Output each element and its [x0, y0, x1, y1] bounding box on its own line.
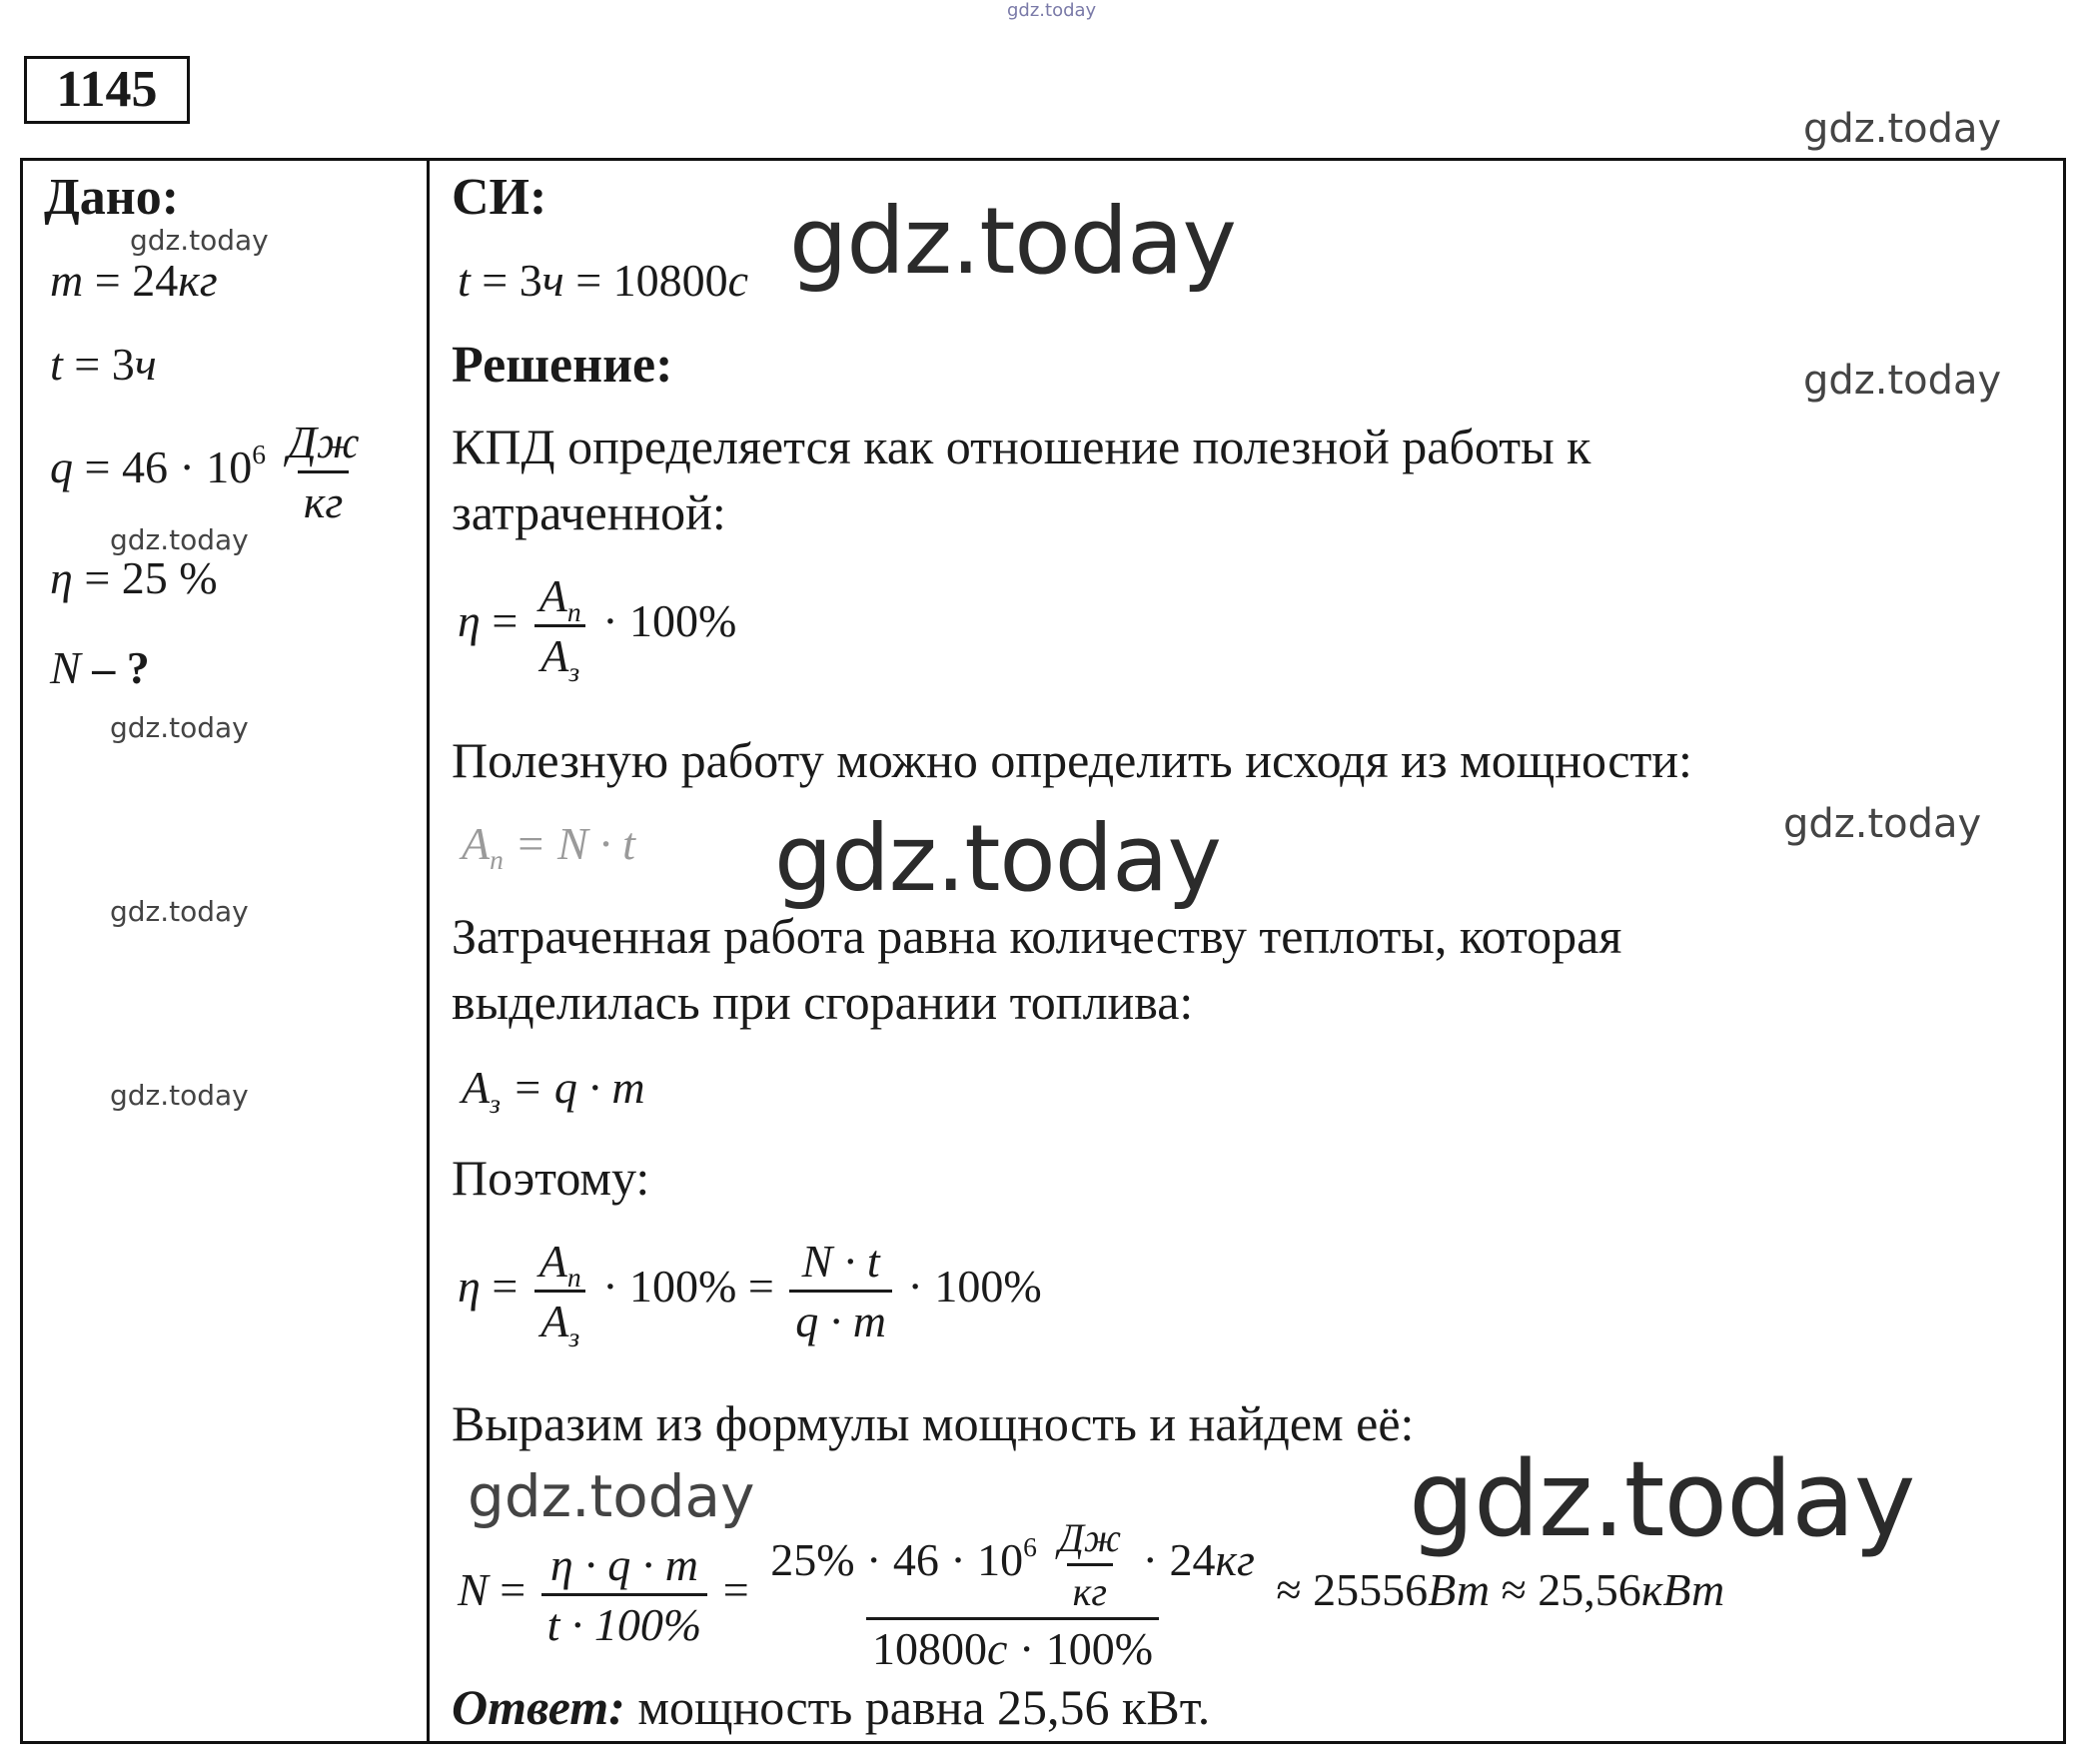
- solution-text-3b: выделилась при сгорании топлива:: [452, 974, 1194, 1030]
- watermark: gdz.today: [110, 523, 249, 556]
- watermark-top: gdz.today: [1007, 0, 1097, 21]
- given-find: N – ?: [50, 642, 150, 693]
- solution-text-3: Затраченная работа равна количеству теплоты, которая: [452, 908, 1622, 964]
- answer-text: мощность равна 25,56 кВт.: [624, 1679, 1211, 1735]
- formula-power: N = $\frac{\eta \cdot q \cdot m}{t \cdot 100\%}$ = $25\% \cdot 46 \cdot 10^6$ $\frac{Дж}{кг}$ · 24кг 10800с · 100% ≈ 25556Вт ≈ 25,56кВт: [458, 1515, 1725, 1674]
- watermark: gdz.today: [1803, 358, 2002, 404]
- given-mass: m = 24кг: [50, 255, 218, 306]
- formula-spent-work: $A_з = q \cdot m$: [462, 1062, 645, 1119]
- given-efficiency: η = 25 %: [50, 552, 218, 603]
- solution-text-5: Выразим из формулы мощность и найдем её:: [452, 1395, 1415, 1451]
- si-heading: СИ:: [452, 169, 547, 226]
- watermark: gdz.today: [789, 188, 1236, 295]
- watermark: gdz.today: [468, 1462, 755, 1530]
- watermark: gdz.today: [774, 805, 1221, 912]
- solution-text-4: Поэтому:: [452, 1150, 650, 1206]
- solution-text-2: Полезную работу можно определить исходя из мощности:: [452, 732, 1692, 788]
- formula-efficiency: η = $\frac{A_п}{A_з}$ · 100%: [458, 570, 737, 687]
- formula-efficiency-expanded: η = $\frac{A_п}{A_з}$ · 100% = $\frac{N \cdot t}{q \cdot m}$ · 100%: [458, 1236, 1042, 1352]
- watermark: gdz.today: [110, 711, 249, 744]
- solution-heading: Решение:: [452, 337, 673, 394]
- watermark: gdz.today: [1409, 1438, 1915, 1560]
- answer-label: Ответ:: [452, 1679, 625, 1735]
- watermark: gdz.today: [1803, 106, 2002, 152]
- problem-number: 1145: [24, 56, 190, 124]
- column-divider: [427, 158, 430, 1744]
- watermark: gdz.today: [110, 1079, 249, 1112]
- si-time-conversion: t = 3ч = 10800с: [458, 255, 749, 306]
- answer: [452, 1678, 1210, 1736]
- given-heading: Дано:: [44, 169, 180, 226]
- given-heat-of-combustion: $q = 46 \cdot 10^6$ $\frac{Дж}{кг}$: [50, 417, 360, 527]
- watermark: gdz.today: [130, 224, 269, 257]
- formula-useful-work: $A_п = N \cdot t$: [462, 818, 635, 875]
- solution-text-1b: затраченной:: [452, 484, 726, 540]
- watermark: gdz.today: [1783, 801, 1982, 847]
- solution-text-1: КПД определяется как отношение полезной работы к: [452, 419, 1591, 474]
- watermark: gdz.today: [110, 895, 249, 928]
- given-time: t = 3ч: [50, 339, 157, 390]
